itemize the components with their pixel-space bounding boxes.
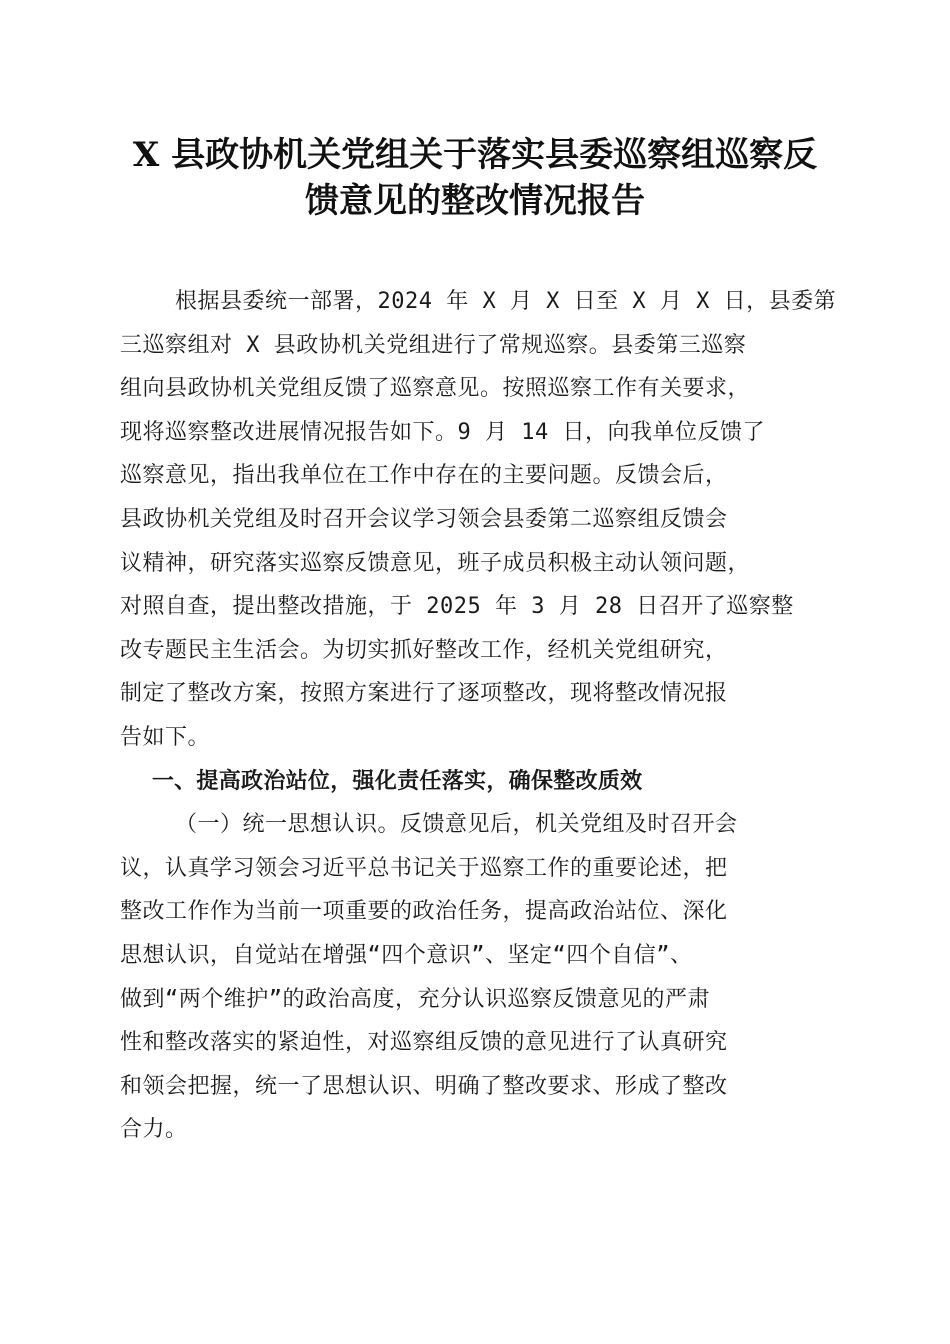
title-line-2: 馈意见的整改情况报告 — [305, 181, 645, 221]
body-line: 性和整改落实的紧迫性，对巡察组反馈的意见进行了认真研究 — [120, 1030, 728, 1056]
body-line: 改专题民主生活会。为切实抓好整改工作，经机关党组研究， — [120, 637, 728, 663]
body-line: 制定了整改方案，按照方案进行了逐项整改，现将整改情况报 — [120, 681, 728, 707]
body-line: 整改工作作为当前一项重要的政治任务，提高政治站位、深化 — [120, 899, 728, 925]
body-line: 议，认真学习领会习近平总书记关于巡察工作的重要论述，把 — [120, 855, 728, 881]
body-line: 告如下。 — [120, 724, 211, 750]
body-line: 做到“两个维护”的政治高度，充分认识巡察反馈意见的严肃 — [120, 986, 710, 1012]
document-body — [120, 280, 837, 1152]
body-line: 和领会把握，统一了思想认识、明确了整改要求、形成了整改 — [120, 1073, 728, 1099]
body-line: 县政协机关党组及时召开会议学习领会县委第二巡察组反馈会 — [120, 506, 728, 532]
body-line: 合力。 — [120, 1117, 188, 1143]
body-line: 现将巡察整改进展情况报告如下。9 月 14 日，向我单位反馈了 — [120, 419, 765, 445]
body-line: 根据县委统一部署，2024 年 X 月 X 日至 X 月 X 日，县委第 — [120, 289, 837, 314]
body-line: 议精神，研究落实巡察反馈意见，班子成员积极主动认领问题， — [120, 550, 751, 576]
body-line: 三巡察组对 X 县政协机关党组进行了常规巡察。县委第三巡察 — [120, 332, 747, 358]
body-line: 巡察意见，指出我单位在工作中存在的主要问题。反馈会后， — [120, 463, 728, 489]
section-heading: 一、提高政治站位，强化责任落实，确保整改质效 — [120, 768, 643, 794]
body-line: 思想认识，自觉站在增强“四个意识”、坚定“四个自信”、 — [120, 942, 693, 968]
document-title — [100, 132, 850, 224]
body-line: 组向县政协机关党组反馈了巡察意见。按照巡察工作有关要求， — [120, 376, 751, 402]
body-line: 对照自查，提出整改措施，于 2025 年 3 月 28 日召开了巡察整 — [120, 594, 794, 620]
title-line-1: X 县政协机关党组关于落实县委巡察组巡察反 — [132, 135, 818, 175]
body-line: （一）统一思想认识。反馈意见后，机关党组及时召开会 — [120, 812, 738, 838]
